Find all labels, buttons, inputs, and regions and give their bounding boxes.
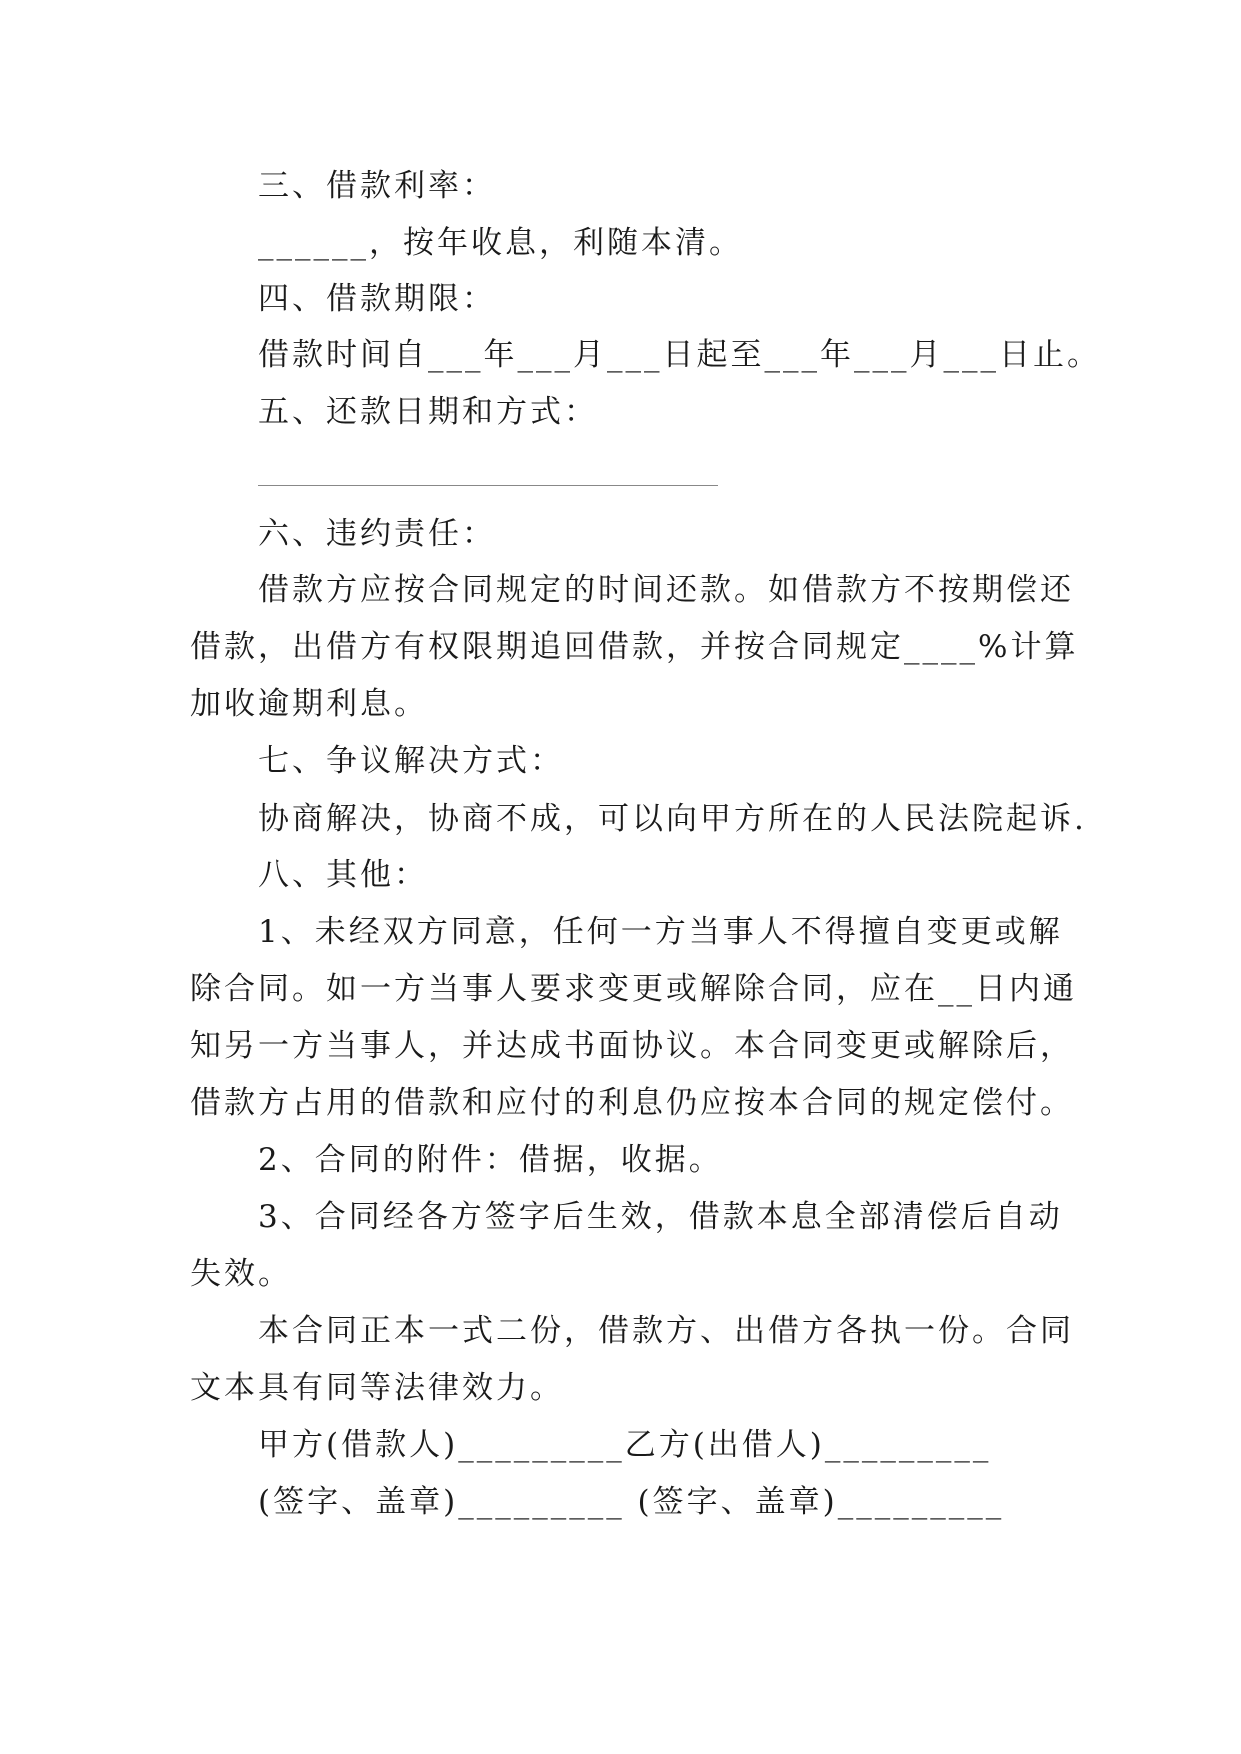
copies-line-2: 文本具有同等法律效力。 bbox=[190, 1370, 564, 1406]
section-5-blank-line bbox=[258, 485, 718, 486]
clause-8-2: 2、合同的附件：借据，收据。 bbox=[258, 1142, 723, 1178]
clause-8-1-line-2: 除合同。如一方当事人要求变更或解除合同，应在__日内通 bbox=[190, 971, 1077, 1007]
section-8-heading: 八、其他： bbox=[258, 857, 428, 893]
section-5-heading: 五、还款日期和方式： bbox=[258, 394, 598, 430]
clause-8-1-line-3: 知另一方当事人，并达成书面协议。本合同变更或解除后， bbox=[190, 1028, 1074, 1064]
section-3-heading: 三、借款利率： bbox=[258, 168, 496, 204]
copies-line-1: 本合同正本一式二份，借款方、出借方各执一份。合同 bbox=[258, 1313, 1074, 1349]
section-4-body: 借款时间自___年___月___日起至___年___月___日止。 bbox=[258, 337, 1101, 373]
clause-8-3-line-1: 3、合同经各方签字后生效，借款本息全部清偿后自动 bbox=[258, 1199, 1063, 1235]
clause-8-3-line-2: 失效。 bbox=[190, 1256, 292, 1292]
section-4-heading: 四、借款期限： bbox=[258, 281, 496, 317]
section-6-heading: 六、违约责任： bbox=[258, 516, 496, 552]
section-7-heading: 七、争议解决方式： bbox=[258, 743, 564, 779]
signature-line-2: (签字、盖章)_________ (签字、盖章)_________ bbox=[258, 1484, 1005, 1520]
section-6-line-2: 借款，出借方有权限期追回借款，并按合同规定____%计算 bbox=[190, 629, 1079, 665]
section-3-body: ______，按年收息，利随本清。 bbox=[258, 225, 743, 261]
clause-8-1-line-1: 1、未经双方同意，任何一方当事人不得擅自变更或解 bbox=[258, 914, 1063, 950]
section-6-line-1: 借款方应按合同规定的时间还款。如借款方不按期偿还 bbox=[258, 572, 1074, 608]
signature-line-1: 甲方(借款人)_________乙方(出借人)_________ bbox=[258, 1427, 992, 1463]
clause-8-1-line-4: 借款方占用的借款和应付的利息仍应按本合同的规定偿付。 bbox=[190, 1085, 1074, 1121]
section-7-body: 协商解决，协商不成，可以向甲方所在的人民法院起诉. bbox=[258, 801, 1087, 837]
section-6-line-3: 加收逾期利息。 bbox=[190, 686, 428, 722]
